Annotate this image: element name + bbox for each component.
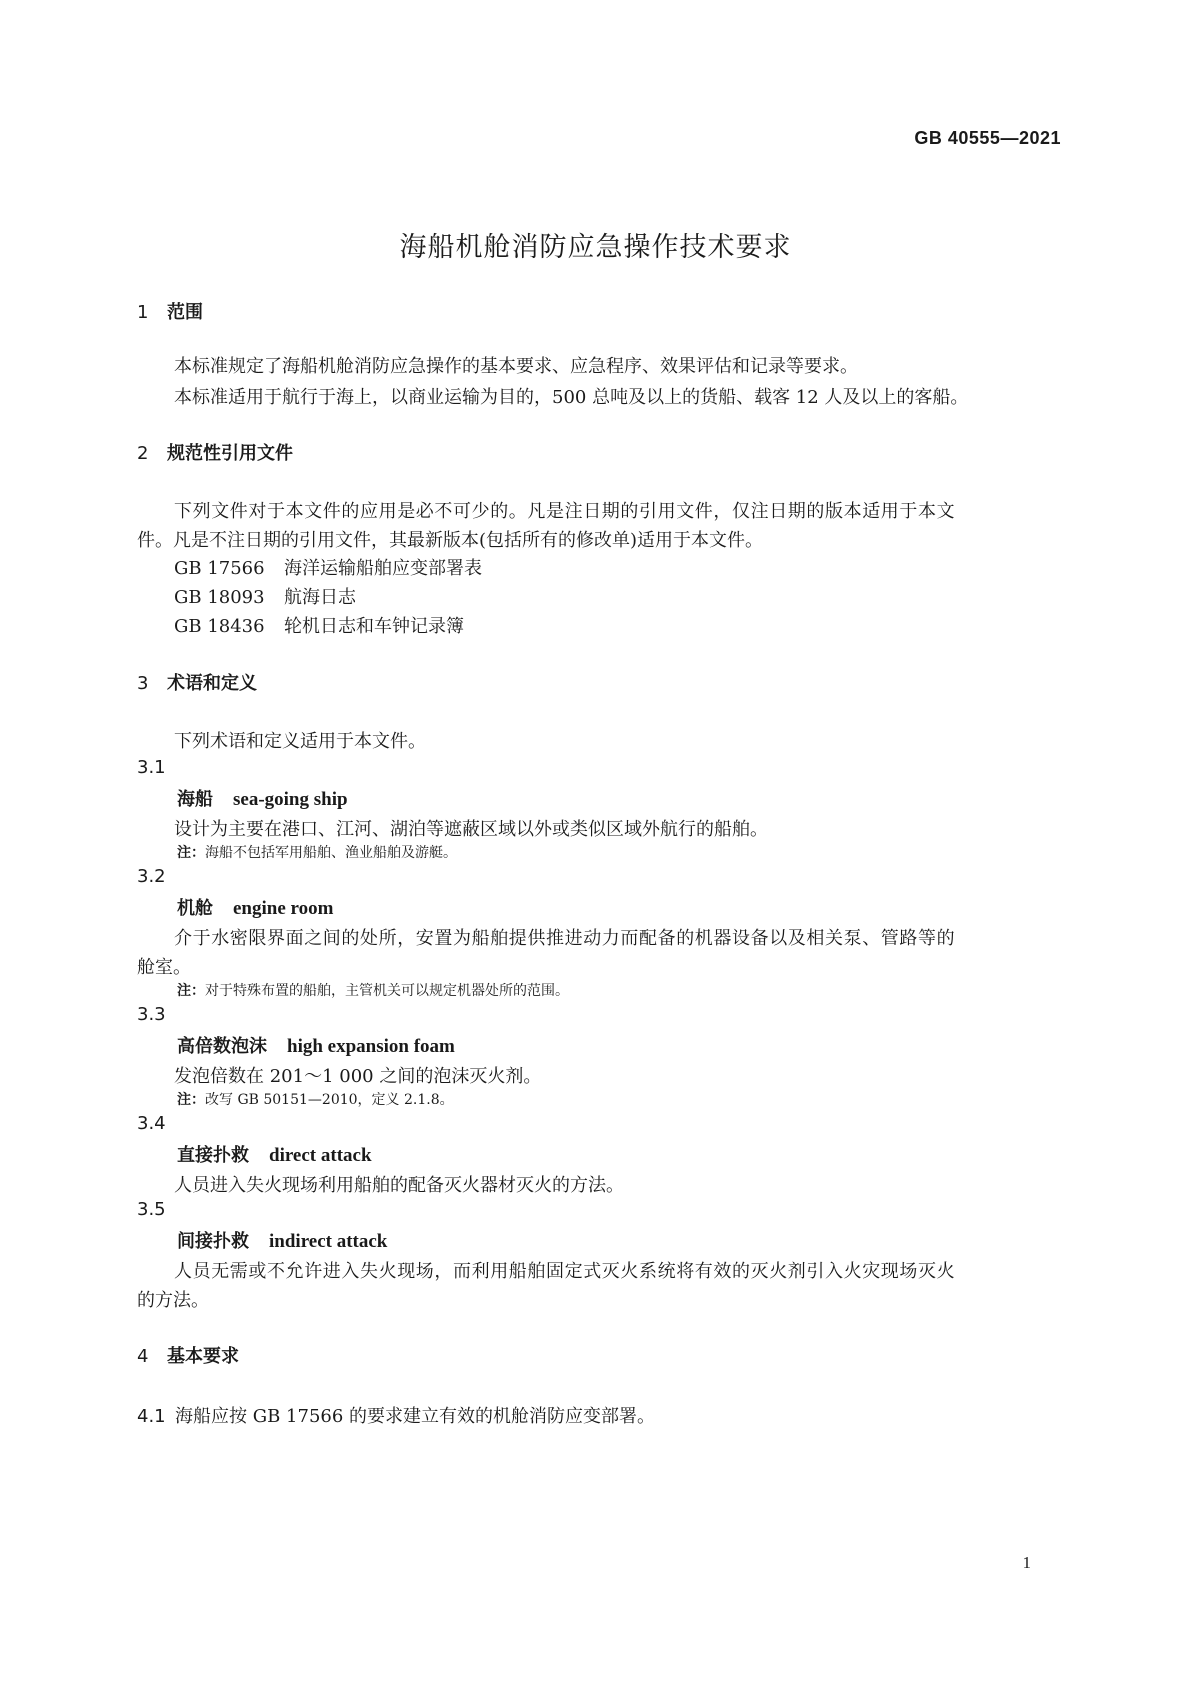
term-en: direct attack bbox=[269, 1145, 372, 1166]
term-en: engine room bbox=[233, 898, 334, 919]
section-title: 术语和定义 bbox=[167, 673, 257, 694]
term-definition: 设计为主要在港口、江河、湖泊等遮蔽区域以外或类似区域外航行的船舶。 bbox=[174, 819, 768, 840]
section-number: 2 bbox=[137, 443, 149, 464]
term-number: 3.1 bbox=[137, 757, 166, 778]
term-heading bbox=[177, 785, 348, 811]
section-number: 3 bbox=[137, 673, 149, 694]
reference-name: 海洋运输船舶应变部署表 bbox=[284, 558, 482, 579]
term-heading bbox=[177, 894, 333, 920]
paragraph: 本标准规定了海船机舱消防应急操作的基本要求、应急程序、效果评估和记录等要求。 bbox=[174, 356, 858, 377]
note-label: 注： bbox=[177, 983, 205, 999]
paragraph: 件。凡是不注日期的引用文件，其最新版本(包括所有的修改单)适用于本文件。 bbox=[137, 530, 764, 551]
reference-code: GB 18093 bbox=[174, 587, 265, 608]
term-definition: 舱室。 bbox=[137, 957, 191, 978]
note-text: 对于特殊布置的船舶，主管机关可以规定机器处所的范围。 bbox=[205, 983, 569, 999]
term-definition: 发泡倍数在 201～1 000 之间的泡沫灭火剂。 bbox=[174, 1066, 542, 1087]
section-1-heading bbox=[137, 298, 203, 324]
note-text: 海船不包括军用船舶、渔业船舶及游艇。 bbox=[205, 845, 457, 861]
term-zh: 间接扑救 bbox=[177, 1231, 249, 1252]
term-en: high expansion foam bbox=[287, 1036, 455, 1057]
section-title: 范围 bbox=[167, 302, 203, 323]
paragraph: 下列术语和定义适用于本文件。 bbox=[174, 731, 426, 752]
term-note bbox=[177, 1089, 454, 1109]
term-number: 3.2 bbox=[137, 866, 166, 887]
term-en: sea-going ship bbox=[233, 789, 348, 810]
note-label: 注： bbox=[177, 845, 205, 861]
clause-text: 海船应按 GB 17566 的要求建立有效的机舱消防应变部署。 bbox=[175, 1406, 656, 1427]
clause-number: 4.1 bbox=[137, 1406, 166, 1427]
reference-name: 航海日志 bbox=[284, 587, 356, 608]
page-number: 1 bbox=[1022, 1553, 1031, 1572]
section-number: 1 bbox=[137, 302, 149, 323]
term-definition: 介于水密限界面之间的处所，安置为船舶提供推进动力而配备的机器设备以及相关泵、管路等的 bbox=[174, 928, 956, 949]
section-title: 规范性引用文件 bbox=[167, 443, 293, 464]
standard-number: GB 40555—2021 bbox=[914, 128, 1061, 148]
section-4-heading bbox=[137, 1342, 239, 1368]
reference-item bbox=[174, 612, 464, 638]
clause-4-1 bbox=[137, 1402, 655, 1428]
reference-name: 轮机日志和车钟记录簿 bbox=[284, 616, 464, 637]
term-definition: 人员进入失火现场利用船舶的配备灭火器材灭火的方法。 bbox=[174, 1175, 624, 1196]
term-note bbox=[177, 980, 569, 1000]
term-definition: 人员无需或不允许进入失火现场，而利用船舶固定式灭火系统将有效的灭火剂引入火灾现场灭火 bbox=[174, 1261, 956, 1282]
term-en: indirect attack bbox=[269, 1231, 388, 1252]
section-2-heading bbox=[137, 439, 293, 465]
reference-code: GB 17566 bbox=[174, 558, 265, 579]
term-number: 3.5 bbox=[137, 1199, 166, 1220]
term-heading bbox=[177, 1032, 455, 1058]
term-heading bbox=[177, 1227, 387, 1253]
note-label: 注： bbox=[177, 1092, 205, 1108]
paragraph: 下列文件对于本文件的应用是必不可少的。凡是注日期的引用文件，仅注日期的版本适用于本文 bbox=[174, 501, 956, 522]
term-zh: 直接扑救 bbox=[177, 1145, 249, 1166]
note-text: 改写 GB 50151—2010，定义 2.1.8。 bbox=[205, 1092, 454, 1108]
term-zh: 高倍数泡沫 bbox=[177, 1036, 267, 1057]
reference-code: GB 18436 bbox=[174, 616, 265, 637]
reference-item bbox=[174, 583, 356, 609]
term-definition: 的方法。 bbox=[137, 1290, 209, 1311]
term-zh: 海船 bbox=[177, 789, 213, 810]
reference-item bbox=[174, 554, 482, 580]
paragraph: 本标准适用于航行于海上，以商业运输为目的，500 总吨及以上的货船、载客 12 人及以上的客船。 bbox=[174, 387, 969, 408]
term-heading bbox=[177, 1141, 372, 1167]
term-number: 3.3 bbox=[137, 1004, 166, 1025]
term-zh: 机舱 bbox=[177, 898, 213, 919]
document-title: 海船机舱消防应急操作技术要求 bbox=[399, 232, 792, 263]
term-number: 3.4 bbox=[137, 1113, 166, 1134]
section-number: 4 bbox=[137, 1346, 149, 1367]
section-title: 基本要求 bbox=[167, 1346, 239, 1367]
section-3-heading bbox=[137, 669, 257, 695]
term-note bbox=[177, 842, 457, 862]
